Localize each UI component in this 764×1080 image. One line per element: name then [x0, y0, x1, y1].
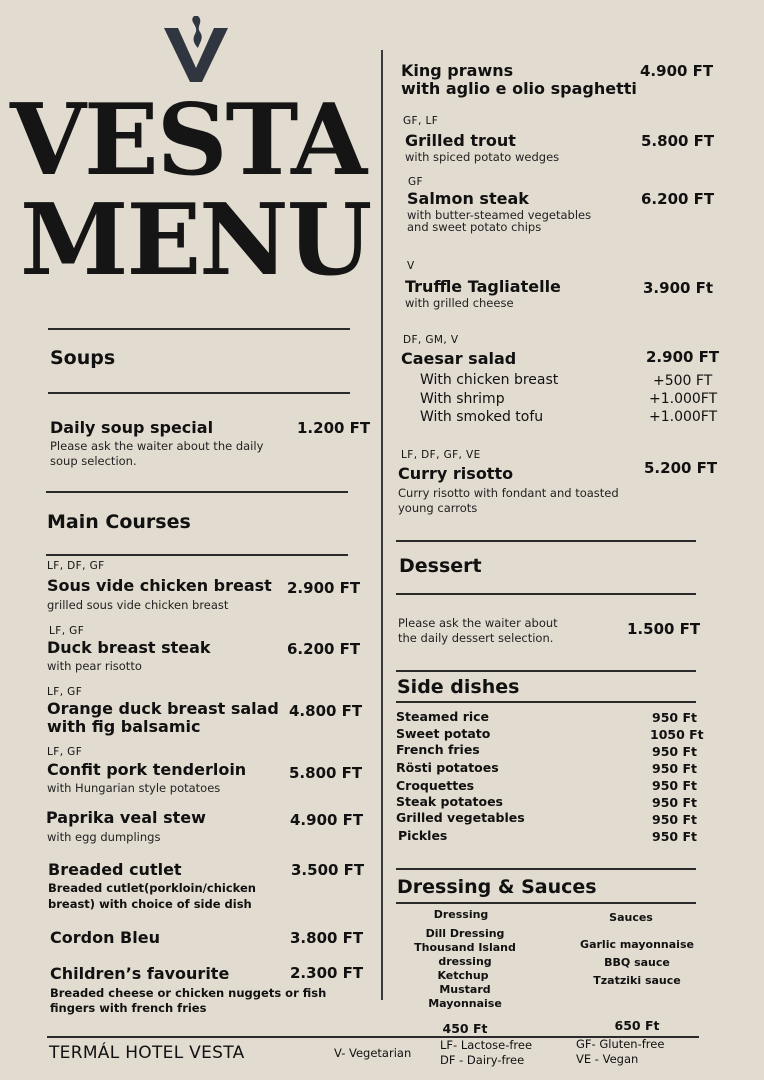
side-dish-price: 950 Ft [652, 710, 697, 725]
dish-description: soup selection. [50, 454, 137, 468]
option-label: With shrimp [420, 391, 505, 407]
side-dish-name: Steamed rice [396, 709, 490, 724]
hotel-name: TERMÁL HOTEL VESTA [49, 1043, 245, 1063]
side-dish-price: 950 Ft [652, 761, 697, 776]
dish-name: Truffle Tagliatelle [405, 277, 561, 296]
dessert-description: Please ask the waiter about [398, 616, 558, 630]
dish-name: Children’s favourite [50, 964, 230, 983]
section-heading-main-courses: Main Courses [47, 511, 191, 533]
side-dish-name: Rösti potatoes [396, 760, 499, 775]
option-price: +1.000FT [649, 409, 718, 425]
dish-name: Cordon Bleu [50, 928, 160, 947]
vesta-logo-icon [164, 16, 228, 82]
dish-description: Please ask the waiter about the daily [50, 439, 264, 453]
dish-price: 2.300 FT [290, 964, 364, 982]
divider [396, 593, 696, 595]
dressing-item: Dill Dressing [425, 927, 505, 940]
section-heading-dessert: Dessert [399, 555, 482, 577]
dish-name: Orange duck breast salad [47, 699, 279, 718]
dish-name: Confit pork tenderloin [47, 760, 247, 779]
dish-name: Breaded cutlet [48, 860, 182, 879]
side-dish-price: 950 Ft [652, 829, 697, 844]
dish-name: with fig balsamic [47, 717, 201, 736]
sauce-item: Garlic mayonnaise [580, 938, 694, 951]
side-dish-name: Croquettes [396, 778, 475, 793]
dish-tags: LF, GF [47, 686, 83, 698]
menu-title-line2: MENU [20, 183, 371, 298]
dish-name: Salmon steak [407, 189, 529, 208]
dressing-label: Dressing [433, 908, 489, 921]
dish-tags: LF, DF, GF [47, 560, 105, 572]
section-heading-soups: Soups [50, 347, 116, 369]
dish-description: fingers with french fries [50, 1001, 207, 1015]
section-heading-side-dishes: Side dishes [397, 676, 520, 698]
sauce-item: BBQ sauce [604, 956, 670, 969]
dish-name: King prawns [401, 61, 514, 80]
dish-name: Paprika veal stew [46, 808, 206, 827]
divider [46, 554, 348, 556]
side-dish-name: Grilled vegetables [396, 810, 525, 825]
divider [48, 328, 350, 330]
dish-description: with egg dumplings [47, 830, 161, 844]
dish-name: Curry risotto [398, 464, 514, 483]
dressing-item: Ketchup [437, 969, 489, 982]
dish-description: breast) with choice of side dish [48, 897, 252, 911]
dish-price: 2.900 FT [646, 348, 720, 366]
dish-tags: V [407, 260, 415, 272]
option-price: +500 FT [653, 373, 713, 389]
dessert-description: the daily dessert selection. [398, 631, 554, 645]
section-heading-dressing-sauces: Dressing & Sauces [397, 876, 597, 898]
sauces-price: 650 Ft [614, 1018, 660, 1033]
dish-price: 6.200 FT [641, 190, 715, 208]
dish-description: Breaded cheese or chicken nuggets or fish [50, 986, 327, 1000]
divider [396, 670, 696, 672]
dish-price: 1.200 FT [297, 419, 371, 437]
side-dish-price: 1050 Ft [650, 727, 704, 742]
side-dish-price: 950 Ft [652, 778, 697, 793]
menu-title-line1: VESTA [10, 83, 366, 198]
dish-description: Breaded cutlet(porkloin/chicken [48, 881, 256, 895]
dish-price: 2.900 FT [287, 579, 361, 597]
dressing-price: 450 Ft [442, 1021, 488, 1036]
dish-tags: GF [408, 176, 423, 188]
dish-tags: GF, LF [403, 115, 439, 127]
legend-gluten-free: GF- Gluten-free [576, 1037, 665, 1051]
side-dish-price: 950 Ft [652, 812, 697, 827]
dish-name: Caesar salad [401, 349, 517, 368]
dish-description: with spiced potato wedges [405, 150, 560, 164]
dish-price: 4.800 FT [289, 702, 363, 720]
dish-price: 3.500 FT [291, 861, 365, 879]
dish-tags: LF, DF, GF, VE [401, 449, 481, 461]
dish-description: with pear risotto [47, 659, 142, 673]
dish-description: Curry risotto with fondant and toasted [398, 486, 619, 500]
divider [396, 540, 696, 542]
dish-price: 5.800 FT [641, 132, 715, 150]
dish-tags: LF, GF [49, 625, 85, 637]
dressing-item: Thousand Island [414, 941, 516, 954]
dish-name: Sous vide chicken breast [47, 576, 272, 595]
dish-description: and sweet potato chips [407, 220, 542, 234]
dish-description: young carrots [398, 501, 478, 515]
dressing-item: Mayonnaise [428, 997, 502, 1010]
dessert-price: 1.500 FT [627, 620, 701, 638]
dressing-item: dressing [438, 955, 492, 968]
side-dish-name: Sweet potato [396, 726, 491, 741]
sauce-item: Tzatziki sauce [593, 974, 681, 987]
side-dish-name: French fries [396, 742, 480, 757]
dressing-item: Mustard [439, 983, 491, 996]
side-dish-name: Pickles [398, 828, 448, 843]
dish-price: 4.900 FT [290, 811, 364, 829]
sauces-label: Sauces [609, 911, 653, 924]
dish-price: 6.200 FT [287, 640, 361, 658]
legend-vegan: VE - Vegan [576, 1052, 639, 1066]
dish-tags: LF, GF [47, 746, 83, 758]
dish-description: grilled sous vide chicken breast [47, 598, 229, 612]
option-price: +1.000FT [649, 391, 718, 407]
dish-description: with Hungarian style potatoes [47, 781, 221, 795]
dish-description: with grilled cheese [405, 296, 514, 310]
dish-price: 3.800 FT [290, 929, 364, 947]
dish-price: 3.900 Ft [643, 279, 714, 297]
divider [396, 902, 696, 904]
option-label: With smoked tofu [420, 409, 544, 425]
dish-name: Duck breast steak [47, 638, 211, 657]
dish-price: 5.800 FT [289, 764, 363, 782]
option-label: With chicken breast [420, 372, 559, 388]
divider [396, 701, 696, 703]
dish-price: 5.200 FT [644, 459, 718, 477]
side-dish-price: 950 Ft [652, 795, 697, 810]
dish-name: with aglio e olio spaghetti [401, 79, 637, 98]
column-divider [381, 50, 383, 1000]
dish-name: Grilled trout [405, 131, 516, 150]
dish-name: Daily soup special [50, 418, 214, 437]
side-dish-name: Steak potatoes [396, 794, 503, 809]
divider [46, 491, 348, 493]
legend-dairy-free: DF - Dairy-free [440, 1053, 525, 1067]
legend-lactose-free: LF- Lactose-free [440, 1038, 533, 1052]
dish-price: 4.900 FT [640, 62, 714, 80]
divider [396, 868, 696, 870]
dish-tags: DF, GM, V [403, 334, 459, 346]
dish-description: with butter-steamed vegetables [407, 208, 592, 222]
divider [48, 392, 350, 394]
side-dish-price: 950 Ft [652, 744, 697, 759]
legend-vegetarian: V- Vegetarian [334, 1046, 412, 1060]
